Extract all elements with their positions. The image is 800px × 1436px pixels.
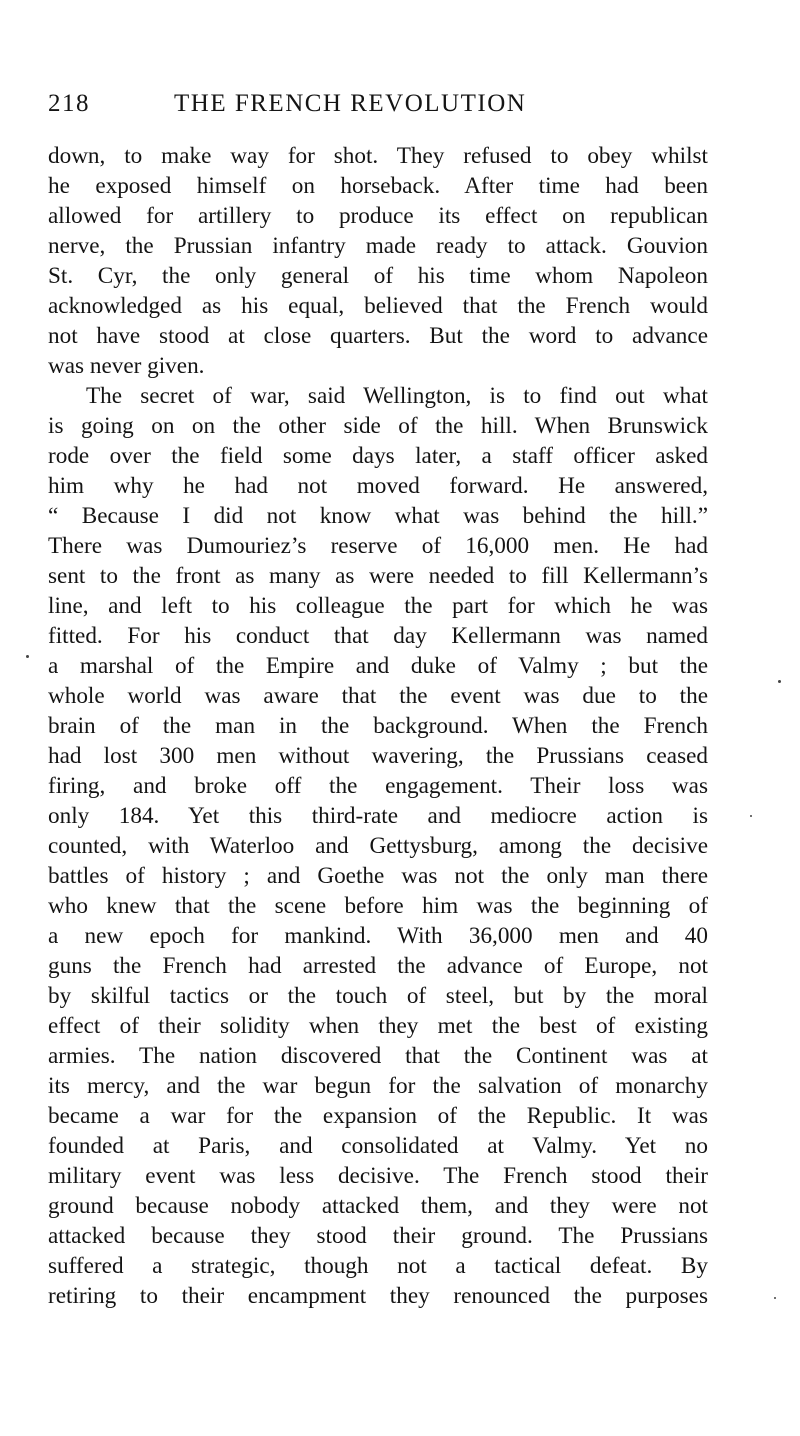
text-line: became a war for the expansion of the Republic. It was	[48, 1103, 708, 1129]
text-line: a new epoch for mankind. With 36,000 men and 40	[48, 923, 708, 949]
body-text	[48, 141, 708, 1371]
text-line: is going on on the other side of the hill. When Brunswick	[48, 413, 708, 439]
text-line: nerve, the Prussian infantry made ready to attack. Gouvion	[48, 233, 708, 259]
text-line: armies. The nation discovered that the Continent was at	[48, 1043, 708, 1069]
text-line	[48, 1341, 708, 1371]
text-line: There was Dumouriez’s reserve of 16,000 men. He had	[48, 533, 708, 559]
text-line	[48, 1311, 708, 1341]
text-line: whole world was aware that the event was due to the	[48, 683, 708, 709]
text-line: a marshal of the Empire and duke of Valmy ; but the	[48, 653, 708, 679]
running-head	[48, 86, 728, 126]
text-line: its mercy, and the war begun for the salvation of monarchy	[48, 1073, 708, 1099]
text-line: line, and left to his colleague the part for which he was	[48, 593, 708, 619]
text-line: acknowledged as his equal, believed that the French would	[48, 293, 708, 319]
paragraph-2	[48, 381, 708, 1371]
scan-speck	[750, 815, 752, 817]
text-line: him why he had not moved forward. He answered,	[48, 473, 708, 499]
text-line: battles of history ; and Goethe was not the only man there	[48, 863, 708, 889]
text-line: rode over the field some days later, a staff officer asked	[48, 443, 708, 469]
text-line: The secret of war, said Wellington, is to find out what	[86, 383, 708, 409]
text-line: sent to the front as many as were needed to fill Kellermann’s	[48, 563, 708, 589]
text-line: who knew that the scene before him was the beginning of	[48, 893, 708, 919]
text-line: suffered a strategic, though not a tactical defeat. By	[48, 1253, 708, 1279]
scan-speck	[26, 655, 29, 658]
scan-speck	[774, 1297, 776, 1299]
text-line: counted, with Waterloo and Gettysburg, among the decisive	[48, 833, 708, 859]
text-line: firing, and broke off the engagement. Their loss was	[48, 773, 708, 799]
text-line: he exposed himself on horseback. After time had been	[48, 173, 708, 199]
text-line: only 184. Yet this third-rate and mediocre action is	[48, 803, 708, 829]
text-line: attacked because they stood their ground. The Prussians	[48, 1223, 708, 1249]
text-line: allowed for artillery to produce its effect on republican	[48, 203, 708, 229]
text-line: brain of the man in the background. When the French	[48, 713, 708, 739]
text-line: was never given.	[48, 353, 205, 379]
text-line: St. Cyr, the only general of his time whom Napoleon	[48, 263, 708, 289]
text-line: military event was less decisive. The French stood their	[48, 1163, 708, 1189]
text-line: guns the French had arrested the advance of Europe, not	[48, 953, 708, 979]
page-number: 218	[48, 90, 90, 117]
paragraph-1	[48, 141, 708, 381]
text-line: “ Because I did not know what was behind the hill.”	[48, 503, 708, 529]
text-line: had lost 300 men without wavering, the Prussians ceased	[48, 743, 708, 769]
text-line: retiring to their encampment they renounced the purposes	[48, 1283, 708, 1309]
text-line: fitted. For his conduct that day Kellermann was named	[48, 623, 708, 649]
text-line: ground because nobody attacked them, and they were not	[48, 1193, 708, 1219]
text-line: down, to make way for shot. They refused to obey whilst	[48, 143, 708, 169]
scan-speck	[778, 680, 781, 683]
text-line: by skilful tactics or the touch of steel, but by the moral	[48, 983, 708, 1009]
text-line: not have stood at close quarters. But the word to advance	[48, 323, 708, 349]
running-title: THE FRENCH REVOLUTION	[174, 90, 527, 117]
text-line: effect of their solidity when they met the best of existing	[48, 1013, 708, 1039]
text-line: founded at Paris, and consolidated at Valmy. Yet no	[48, 1133, 708, 1159]
